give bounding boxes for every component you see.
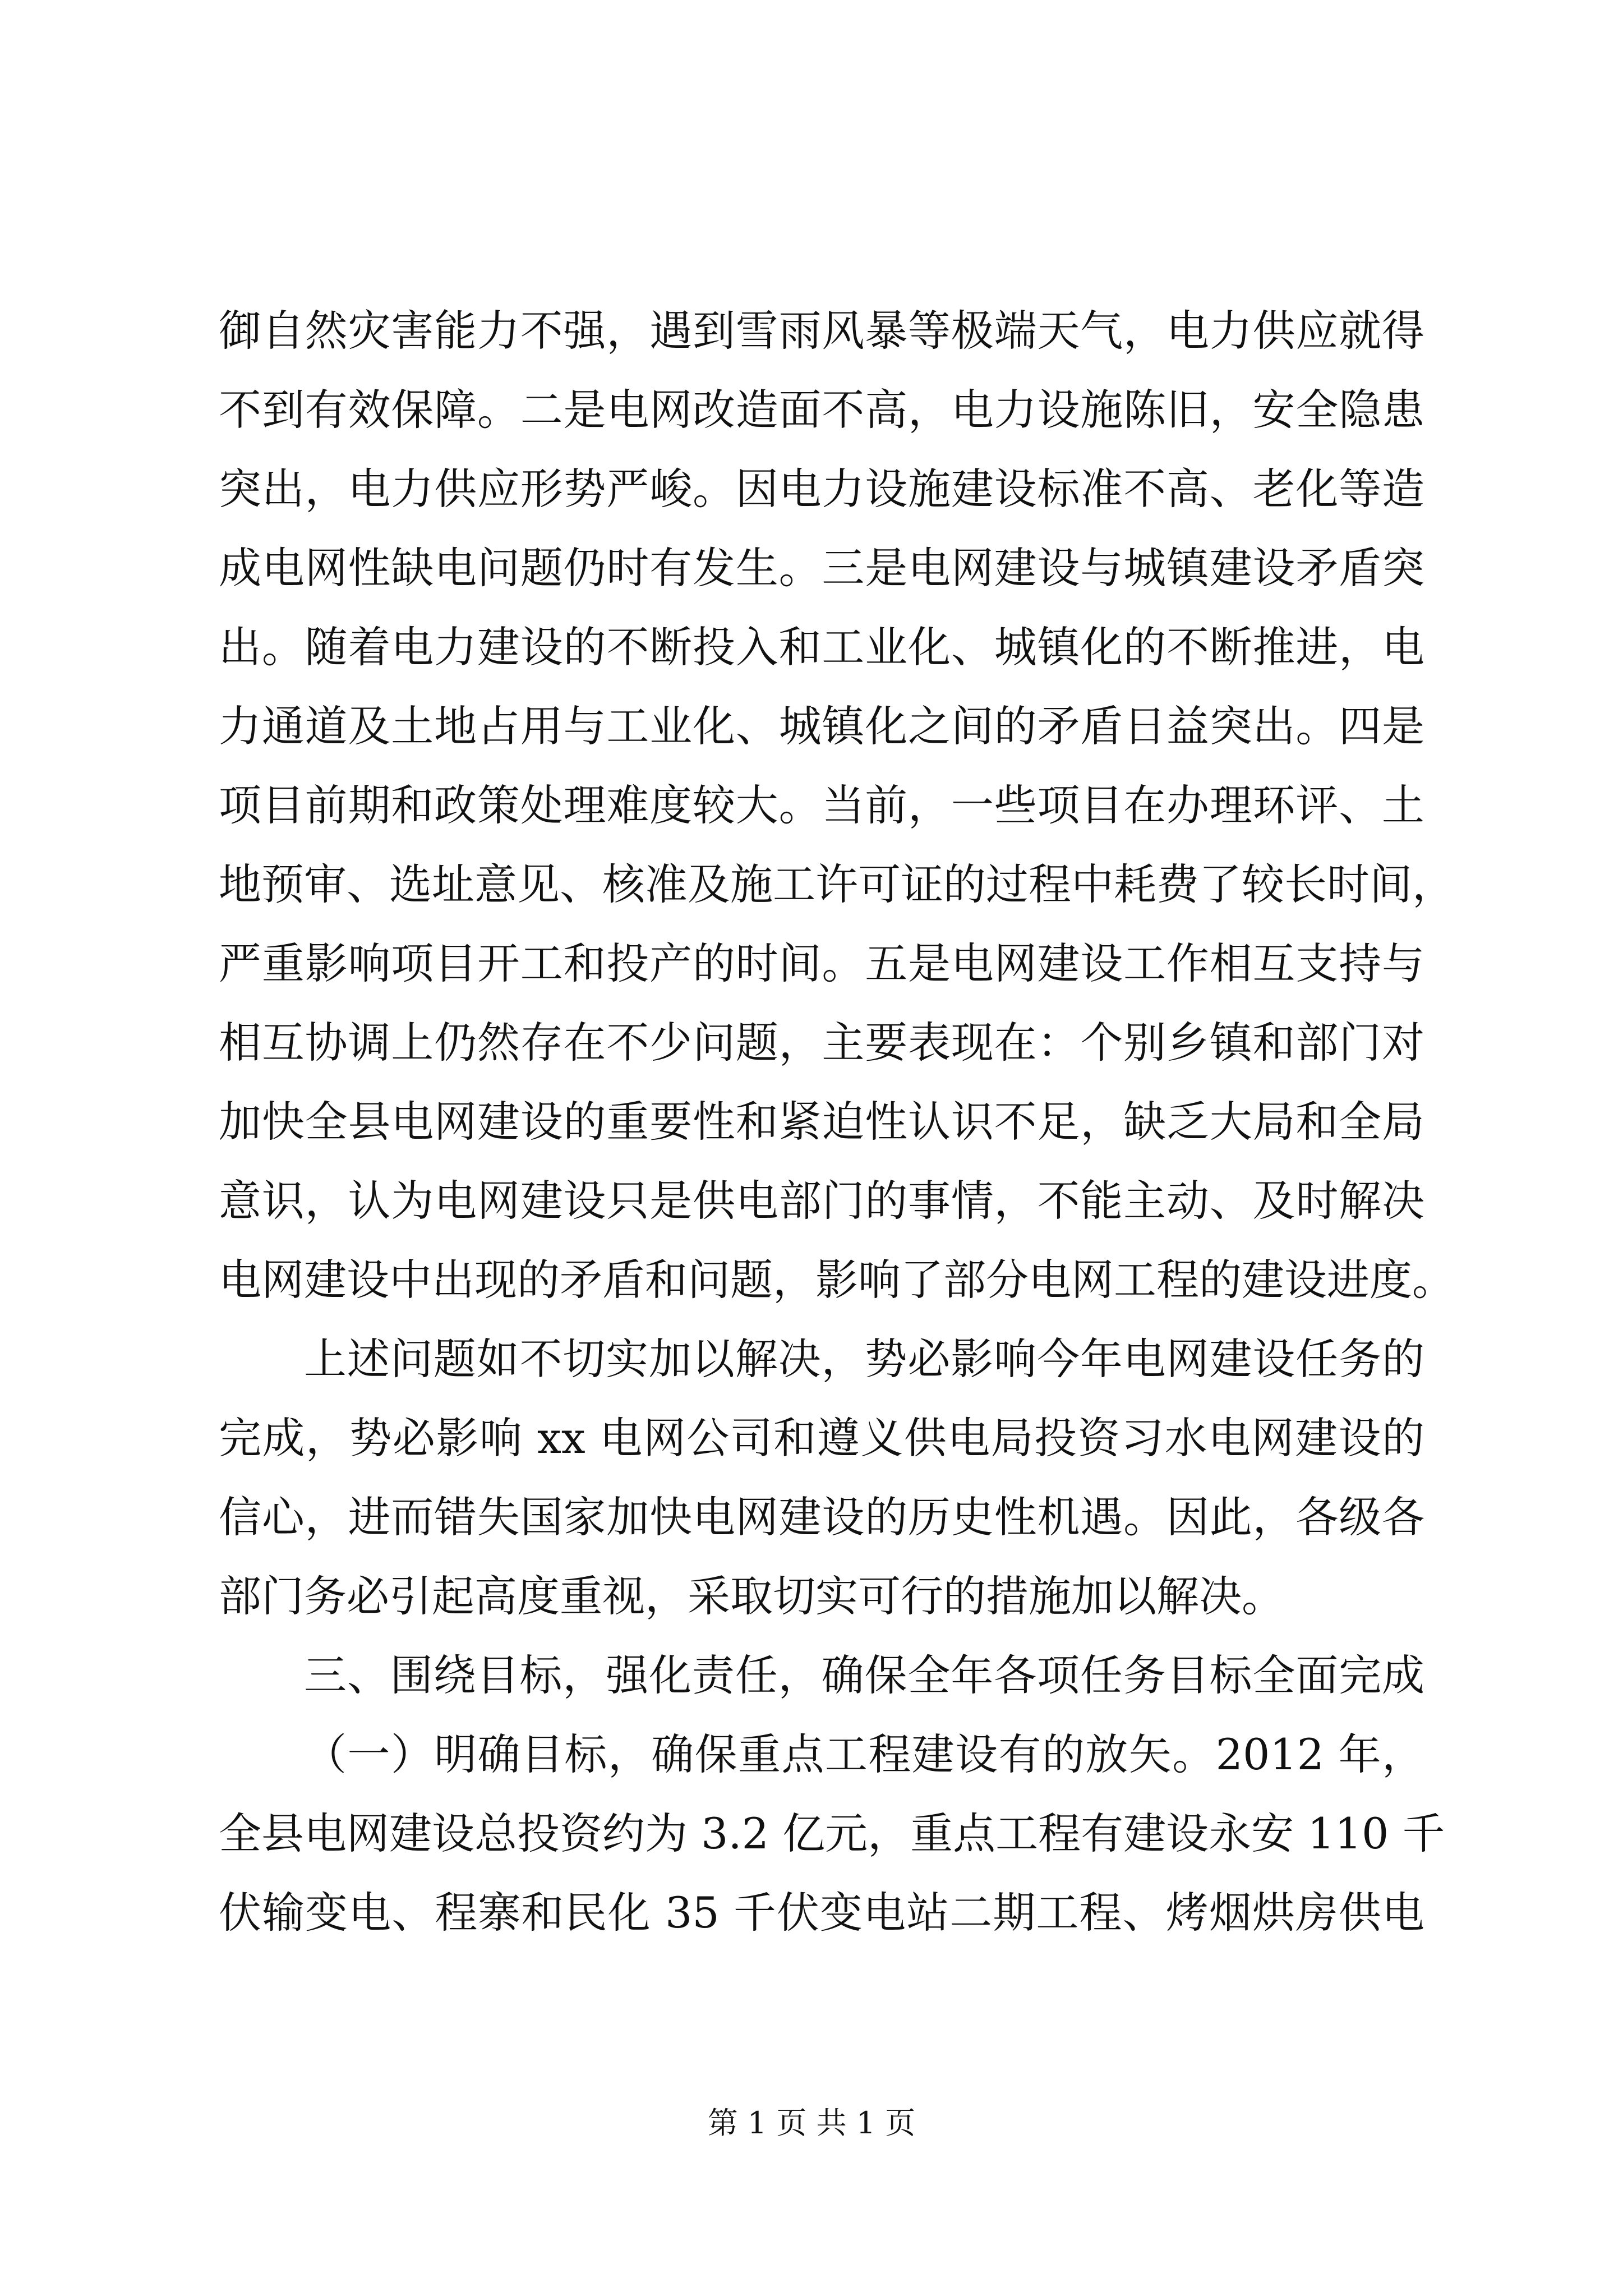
body-line-1: 御自然灾害能力不强，遇到雪雨风暴等极端天气，电力供应就得 xyxy=(219,306,1424,356)
body-line-4: 成电网性缺电问题仍时有发生。三是电网建设与城镇建设矛盾突 xyxy=(219,543,1424,593)
body-line-3: 突出，电力供应形势严峻。因电力设施建设标准不高、老化等造 xyxy=(219,464,1424,514)
body-line-15: 完成，势必影响 xx 电网公司和遵义供电局投资习水电网建设的 xyxy=(219,1413,1424,1463)
body-line-13: 电网建设中出现的矛盾和问题，影响了部分电网工程的建设进度。 xyxy=(219,1255,1455,1305)
subsection-heading-1: （一）明确目标，确保重点工程建设有的放矢。2012 年， xyxy=(304,1729,1424,1779)
body-line-16: 信心，进而错失国家加快电网建设的历史性机遇。因此，各级各 xyxy=(219,1492,1424,1542)
section-heading-3: 三、围绕目标，强化责任，确保全年各项任务目标全面完成 xyxy=(304,1650,1424,1700)
body-line-5: 出。随着电力建设的不断投入和工业化、城镇化的不断推进，电 xyxy=(219,622,1424,672)
body-line-20: 全县电网建设总投资约为 3.2 亿元，重点工程有建设永安 110 千 xyxy=(219,1809,1445,1858)
body-line-7: 项目前期和政策处理难度较大。当前，一些项目在办理环评、土 xyxy=(219,780,1424,830)
body-line-17: 部门务必引起高度重视，采取切实可行的措施加以解决。 xyxy=(219,1571,1284,1621)
body-line-6: 力通道及土地占用与工业化、城镇化之间的矛盾日益突出。四是 xyxy=(219,701,1424,751)
body-line-11: 加快全县电网建设的重要性和紧迫性认识不足，缺乏大局和全局 xyxy=(219,1097,1424,1147)
body-line-12: 意识，认为电网建设只是供电部门的事情，不能主动、及时解决 xyxy=(219,1176,1424,1226)
body-line-10: 相互协调上仍然存在不少问题，主要表现在：个别乡镇和部门对 xyxy=(219,1018,1424,1068)
body-line-2: 不到有效保障。二是电网改造面不高，电力设施陈旧，安全隐患 xyxy=(219,385,1424,435)
body-line-9: 严重影响项目开工和投产的时间。五是电网建设工作相互支持与 xyxy=(219,938,1424,988)
body-line-14: 上述问题如不切实加以解决，势必影响今年电网建设任务的 xyxy=(304,1334,1424,1384)
page-footer: 第 1 页 共 1 页 xyxy=(707,2105,916,2141)
body-line-8: 地预审、选址意见、核准及施工许可证的过程中耗费了较长时间， xyxy=(219,859,1455,909)
body-line-21: 伏输变电、程寨和民化 35 千伏变电站二期工程、烤烟烘房供电 xyxy=(219,1888,1424,1938)
